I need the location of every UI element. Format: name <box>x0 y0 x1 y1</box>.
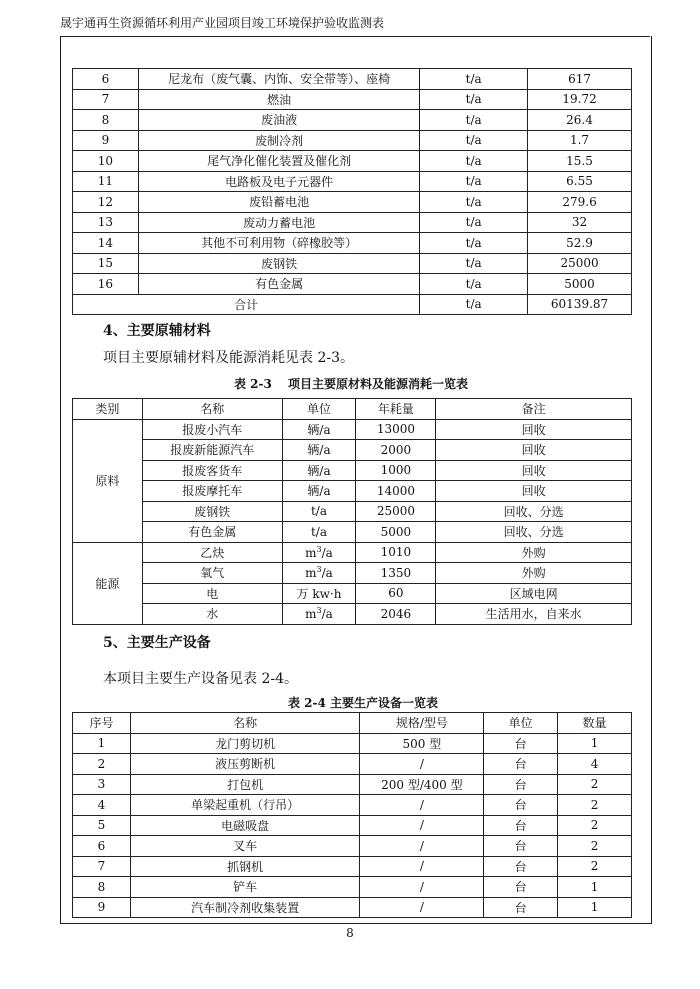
row-note: 回收、分选 <box>436 501 632 522</box>
row-name: 尼龙布（废气囊、内饰、安全带等）、座椅 <box>138 69 419 90</box>
row-spec: 200 型/400 型 <box>360 774 484 795</box>
document-header: 晟宇通再生资源循环利用产业园项目竣工环境保护验收监测表 <box>60 10 650 37</box>
row-spec: / <box>360 897 484 918</box>
header-note: 备注 <box>436 399 632 420</box>
section-4-paragraph: 项目主要原辅材料及能源消耗见表 2-3。 <box>103 350 354 366</box>
row-name: 单梁起重机（行吊） <box>130 795 360 816</box>
row-note: 生活用水，自来水 <box>436 604 632 625</box>
table-row <box>73 754 632 775</box>
row-no: 14 <box>73 233 139 254</box>
row-name: 氧气 <box>142 563 282 584</box>
table-row <box>73 522 632 543</box>
row-annual: 14000 <box>356 481 436 502</box>
table-row <box>73 171 632 192</box>
row-no: 8 <box>73 110 139 131</box>
row-annual: 2000 <box>356 440 436 461</box>
table-row <box>73 440 632 461</box>
row-spec: / <box>360 795 484 816</box>
row-unit: 台 <box>484 795 558 816</box>
table-row <box>73 774 632 795</box>
row-name: 废制冷剂 <box>138 130 419 151</box>
row-name: 尾气净化催化装置及催化剂 <box>138 151 419 172</box>
row-note: 外购 <box>436 563 632 584</box>
table-row <box>73 501 632 522</box>
header-name: 名称 <box>142 399 282 420</box>
unit-tail: /a <box>321 566 333 581</box>
row-unit: t/a <box>420 212 528 233</box>
table-row <box>73 233 632 254</box>
row-note: 区域电网 <box>436 583 632 604</box>
header-spec: 规格/型号 <box>360 713 484 734</box>
row-name: 有色金属 <box>138 274 419 295</box>
unit-superscript: 3 <box>316 544 322 554</box>
row-name: 废油液 <box>138 110 419 131</box>
row-name: 废铅蓄电池 <box>138 192 419 213</box>
row-unit: t/a <box>420 110 528 131</box>
row-qty: 2 <box>558 795 632 816</box>
table-row <box>73 253 632 274</box>
table-2-4-caption: 表 2-4 主要生产设备一览表 <box>288 696 439 710</box>
table-row <box>73 897 632 918</box>
row-unit: 万 kw·h <box>282 583 356 604</box>
row-annual: 13000 <box>356 419 436 440</box>
row-unit: 辆/a <box>282 481 356 502</box>
table-row <box>73 212 632 233</box>
row-name: 报废新能源汽车 <box>142 440 282 461</box>
row-name: 叉车 <box>130 836 360 857</box>
table-row <box>73 563 632 584</box>
row-name: 报废客货车 <box>142 460 282 481</box>
row-qty: 4 <box>558 754 632 775</box>
row-unit: t/a <box>282 501 356 522</box>
row-name: 报废小汽车 <box>142 419 282 440</box>
table-row <box>73 110 632 131</box>
row-unit: t/a <box>282 522 356 543</box>
header-category: 类别 <box>73 399 143 420</box>
row-spec: / <box>360 856 484 877</box>
table-row <box>73 69 632 90</box>
row-qty: 617 <box>528 69 632 90</box>
row-unit: t/a <box>420 253 528 274</box>
row-annual: 25000 <box>356 501 436 522</box>
row-qty: 1.7 <box>528 130 632 151</box>
table-row <box>73 815 632 836</box>
table-row <box>73 419 632 440</box>
row-name: 液压剪断机 <box>130 754 360 775</box>
row-unit: t/a <box>420 151 528 172</box>
table-row <box>73 89 632 110</box>
row-name: 废钢铁 <box>142 501 282 522</box>
row-name: 抓钢机 <box>130 856 360 877</box>
row-note: 回收、分选 <box>436 522 632 543</box>
row-no: 8 <box>73 877 131 898</box>
row-no: 9 <box>73 130 139 151</box>
row-no: 12 <box>73 192 139 213</box>
row-unit: 台 <box>484 836 558 857</box>
header-no: 序号 <box>73 713 131 734</box>
row-no: 7 <box>73 856 131 877</box>
section-4-heading: 4、主要原辅材料 <box>103 323 211 339</box>
row-name: 其他不可利用物（碎橡胶等） <box>138 233 419 254</box>
row-qty: 2 <box>558 836 632 857</box>
row-qty: 52.9 <box>528 233 632 254</box>
row-qty: 25000 <box>528 253 632 274</box>
row-unit: t/a <box>420 171 528 192</box>
row-no: 3 <box>73 774 131 795</box>
table-row <box>73 481 632 502</box>
row-name: 龙门剪切机 <box>130 733 360 754</box>
row-name: 燃油 <box>138 89 419 110</box>
unit-base: m <box>305 607 317 622</box>
table-row <box>73 542 632 563</box>
row-name: 打包机 <box>130 774 360 795</box>
row-qty: 1 <box>558 897 632 918</box>
table-row <box>73 856 632 877</box>
row-unit: t/a <box>420 89 528 110</box>
unit-tail: /a <box>321 545 333 560</box>
row-annual: 1350 <box>356 563 436 584</box>
row-no: 1 <box>73 733 131 754</box>
row-qty: 6.55 <box>528 171 632 192</box>
row-unit: 台 <box>484 897 558 918</box>
table-row <box>73 151 632 172</box>
page-number: 8 <box>346 926 354 940</box>
row-qty: 19.72 <box>528 89 632 110</box>
row-unit: 台 <box>484 877 558 898</box>
table-row <box>73 733 632 754</box>
row-qty: 2 <box>558 856 632 877</box>
row-unit: 辆/a <box>282 419 356 440</box>
header-qty: 数量 <box>558 713 632 734</box>
section-5-heading: 5、主要生产设备 <box>103 635 211 651</box>
total-label: 合计 <box>73 294 420 315</box>
row-name: 电 <box>142 583 282 604</box>
row-name: 废钢铁 <box>138 253 419 274</box>
row-no: 15 <box>73 253 139 274</box>
row-annual: 1010 <box>356 542 436 563</box>
row-no: 5 <box>73 815 131 836</box>
category-raw: 原料 <box>73 419 143 542</box>
row-qty: 1 <box>558 733 632 754</box>
row-name: 乙炔 <box>142 542 282 563</box>
row-qty: 32 <box>528 212 632 233</box>
row-name: 废动力蓄电池 <box>138 212 419 233</box>
row-note: 外购 <box>436 542 632 563</box>
row-qty: 2 <box>558 774 632 795</box>
row-no: 9 <box>73 897 131 918</box>
row-qty: 26.4 <box>528 110 632 131</box>
equipment-table <box>72 712 632 918</box>
row-spec: / <box>360 815 484 836</box>
row-annual: 60 <box>356 583 436 604</box>
table-row <box>73 877 632 898</box>
waste-table <box>72 68 632 315</box>
row-qty: 279.6 <box>528 192 632 213</box>
row-unit: 台 <box>484 774 558 795</box>
unit-base: m <box>305 545 317 560</box>
row-unit: t/a <box>420 192 528 213</box>
row-no: 13 <box>73 212 139 233</box>
row-name: 有色金属 <box>142 522 282 543</box>
row-spec: / <box>360 754 484 775</box>
row-name: 报废摩托车 <box>142 481 282 502</box>
header-unit: 单位 <box>282 399 356 420</box>
row-note: 回收 <box>436 419 632 440</box>
row-name: 汽车制冷剂收集装置 <box>130 897 360 918</box>
header-annual: 年耗量 <box>356 399 436 420</box>
row-note: 回收 <box>436 440 632 461</box>
table-2-3-caption: 表 2-3 项目主要原材料及能源消耗一览表 <box>234 377 469 391</box>
row-spec: 500 型 <box>360 733 484 754</box>
row-unit: 辆/a <box>282 460 356 481</box>
unit-superscript: 3 <box>316 606 322 616</box>
row-no: 7 <box>73 89 139 110</box>
row-name: 电磁吸盘 <box>130 815 360 836</box>
materials-table <box>72 398 632 625</box>
row-unit <box>282 542 356 563</box>
row-note: 回收 <box>436 460 632 481</box>
row-unit: 台 <box>484 754 558 775</box>
row-unit <box>282 563 356 584</box>
row-no: 11 <box>73 171 139 192</box>
row-no: 6 <box>73 69 139 90</box>
table-row <box>73 604 632 625</box>
row-note: 回收 <box>436 481 632 502</box>
total-qty: 60139.87 <box>528 294 632 315</box>
row-annual: 2046 <box>356 604 436 625</box>
row-unit: 台 <box>484 815 558 836</box>
row-qty: 1 <box>558 877 632 898</box>
row-qty: 15.5 <box>528 151 632 172</box>
total-unit: t/a <box>420 294 528 315</box>
row-unit: t/a <box>420 274 528 295</box>
row-unit <box>282 604 356 625</box>
total-row <box>73 294 632 315</box>
row-unit: t/a <box>420 130 528 151</box>
category-energy: 能源 <box>73 542 143 624</box>
row-spec: / <box>360 877 484 898</box>
header-name: 名称 <box>130 713 360 734</box>
table-row <box>73 130 632 151</box>
row-no: 2 <box>73 754 131 775</box>
unit-superscript: 3 <box>316 565 322 575</box>
unit-base: m <box>305 566 317 581</box>
row-no: 6 <box>73 836 131 857</box>
row-no: 4 <box>73 795 131 816</box>
row-annual: 1000 <box>356 460 436 481</box>
table-row <box>73 836 632 857</box>
row-annual: 5000 <box>356 522 436 543</box>
row-name: 电路板及电子元器件 <box>138 171 419 192</box>
row-unit: 台 <box>484 733 558 754</box>
row-spec: / <box>360 836 484 857</box>
table-row <box>73 460 632 481</box>
row-no: 10 <box>73 151 139 172</box>
table-row <box>73 795 632 816</box>
row-name: 水 <box>142 604 282 625</box>
table-row <box>73 583 632 604</box>
row-qty: 2 <box>558 815 632 836</box>
row-unit: 辆/a <box>282 440 356 461</box>
header-unit: 单位 <box>484 713 558 734</box>
table-row <box>73 192 632 213</box>
row-unit: 台 <box>484 856 558 877</box>
row-unit: t/a <box>420 233 528 254</box>
table-row <box>73 274 632 295</box>
row-unit: t/a <box>420 69 528 90</box>
row-qty: 5000 <box>528 274 632 295</box>
row-name: 铲车 <box>130 877 360 898</box>
table-header-row <box>73 399 632 420</box>
unit-tail: /a <box>321 607 333 622</box>
table-header-row <box>73 713 632 734</box>
row-no: 16 <box>73 274 139 295</box>
section-5-paragraph: 本项目主要生产设备见表 2-4。 <box>103 671 298 687</box>
